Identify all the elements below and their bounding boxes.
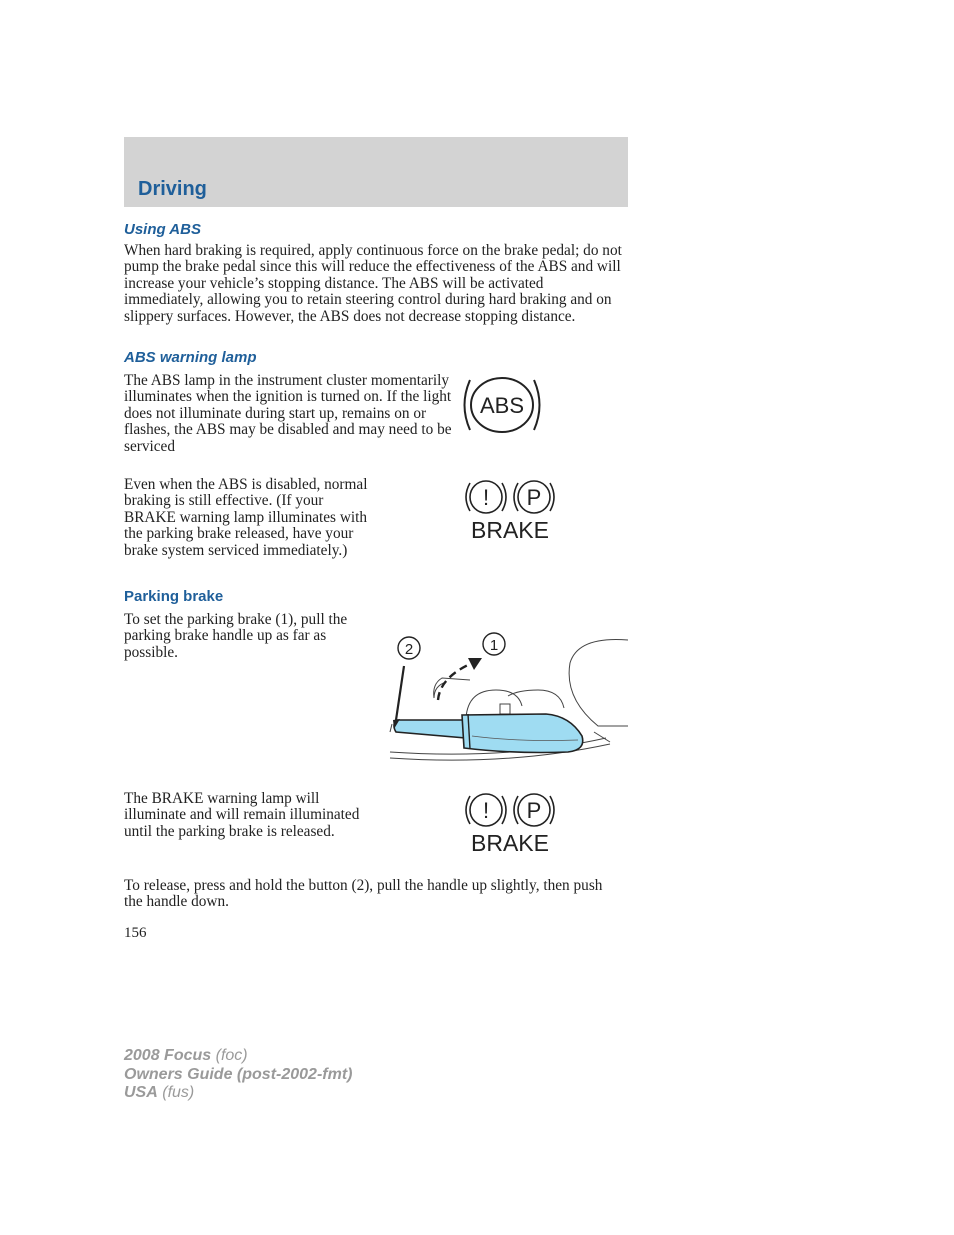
parking-brake-handle bbox=[462, 714, 583, 753]
footer-model-code: (foc) bbox=[215, 1047, 248, 1064]
brake-exclaim-glyph-2: ! bbox=[482, 798, 490, 823]
parking-brake-set-paragraph: To set the parking brake (1), pull the parking brake handle up as far as possible. bbox=[124, 611, 348, 661]
footer-guide: Owners Guide (post-2002-fmt) bbox=[124, 1065, 353, 1083]
section-title: Driving bbox=[138, 178, 207, 200]
abs-warning-paragraph: The ABS lamp in the instrument cluster momentarily illuminates when the ignition is turned on. If the light does not illuminate during start up, remains on or flashes, the ABS may be disabled and may need to be serviced bbox=[124, 372, 452, 455]
brake-warning-lamp-icon-2 bbox=[460, 791, 560, 857]
callout-2-line bbox=[396, 666, 404, 720]
heading-using-abs: Using ABS bbox=[124, 221, 201, 238]
footer-market-code: (fus) bbox=[162, 1084, 195, 1101]
footer-model: 2008 Focus bbox=[124, 1047, 212, 1064]
brake-p-glyph: P bbox=[526, 485, 542, 510]
abs-warning-lamp-icon bbox=[462, 372, 542, 438]
brake-exclaim-glyph: ! bbox=[482, 485, 490, 510]
abs-icon-label: ABS bbox=[479, 393, 525, 418]
abs-disabled-paragraph: Even when the ABS is disabled, normal braking is still effective. (If your BRAKE warning lamp illuminates with the parking brake released, have your brake system serviced immediately.) bbox=[124, 476, 368, 559]
callout-2-label: 2 bbox=[404, 641, 414, 658]
using-abs-paragraph: When hard braking is required, apply continuous force on the brake pedal; do not pump the brake pedal since this will reduce the effectiveness of the ABS and will increase your vehicle’s stopping distance. The ABS will be activated immediately, allowing you to retain steering control during hard braking and on slippery surfaces. However, the ABS does not decrease stopping distance. bbox=[124, 242, 622, 325]
brake-icon-label: BRAKE bbox=[471, 517, 549, 543]
callout-1-label: 1 bbox=[489, 637, 499, 654]
pull-direction-arrow bbox=[438, 664, 470, 700]
brake-p-glyph-2: P bbox=[526, 798, 542, 823]
document-footer bbox=[124, 1047, 352, 1103]
footer-market: USA bbox=[124, 1084, 158, 1101]
parking-brake-release-button bbox=[394, 720, 466, 738]
parking-brake-illustration bbox=[388, 628, 628, 763]
brake-lamp-paragraph: The BRAKE warning lamp will illuminate and will remain illuminated until the parking brake is released. bbox=[124, 790, 360, 840]
page-number: 156 bbox=[124, 925, 147, 941]
footer-line-3 bbox=[124, 1084, 352, 1103]
heading-abs-warning-lamp: ABS warning lamp bbox=[124, 349, 257, 366]
brake-icon-label-2: BRAKE bbox=[471, 830, 549, 856]
release-brake-paragraph: To release, press and hold the button (2), pull the handle up slightly, then push the handle down. bbox=[124, 877, 603, 911]
brake-warning-lamp-icon bbox=[460, 478, 560, 544]
footer-line-1 bbox=[124, 1047, 352, 1066]
footer-line-2 bbox=[124, 1066, 352, 1085]
section-header-band bbox=[124, 137, 628, 207]
heading-parking-brake: Parking brake bbox=[124, 588, 224, 605]
